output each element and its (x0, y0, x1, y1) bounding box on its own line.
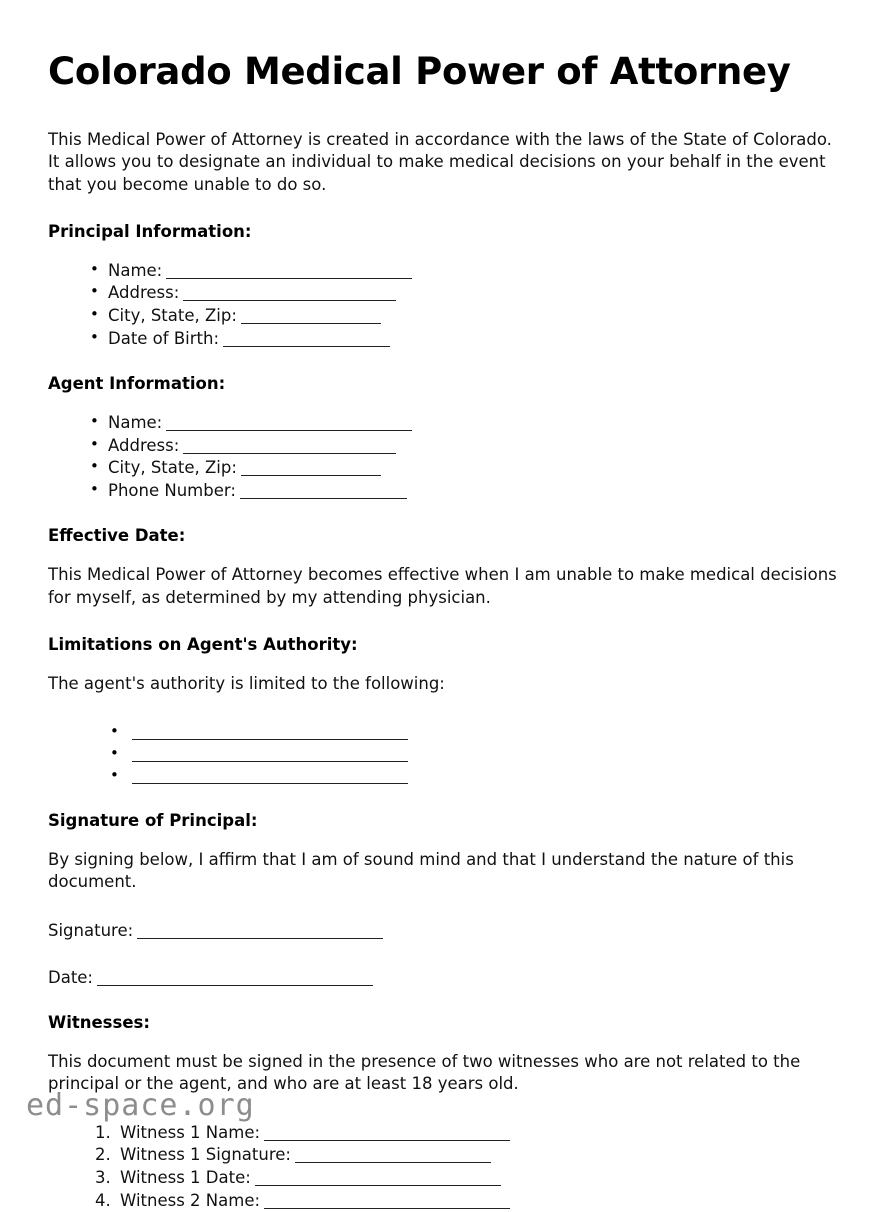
witness-list-item (116, 1167, 844, 1190)
limitation-fill-line[interactable] (132, 770, 408, 784)
agent-field-item (90, 412, 844, 435)
principal-field-item (90, 305, 844, 328)
signature-of-principal-heading: Signature of Principal: (48, 811, 258, 831)
principal-field-fill-line[interactable] (223, 333, 390, 347)
witness-list-item (116, 1144, 844, 1167)
witness-fill-line[interactable] (264, 1127, 510, 1141)
agent-field-fill-line[interactable] (166, 417, 412, 431)
effective-date-body: This Medical Power of Attorney becomes effective when I am unable to make medical decisions for myself, as determined by my attending physician. (48, 565, 837, 607)
witness-item-label: Witness 1 Signature: (120, 1145, 291, 1165)
page-title: Colorado Medical Power of Attorney (48, 50, 791, 93)
witnesses-heading: Witnesses: (48, 1013, 150, 1033)
agent-field-label: Phone Number: (108, 480, 236, 500)
witness-list-item (116, 1190, 844, 1212)
signature-fill-line[interactable] (137, 925, 383, 939)
agent-field-fill-line[interactable] (241, 462, 381, 476)
intro-paragraph: This Medical Power of Attorney is created in accordance with the laws of the State of Colorado. It allows you to designate an individual to make medical decisions on your behalf in the event that you become unable to do so. (48, 129, 832, 194)
agent-field-label: Address: (108, 435, 180, 455)
date-field-row (48, 967, 844, 990)
principal-field-fill-line[interactable] (166, 265, 412, 279)
signature-field-row (48, 920, 844, 943)
principal-field-item (90, 282, 844, 305)
document-content (48, 52, 844, 1212)
signature-body: By signing below, I affirm that I am of sound mind and that I understand the nature of this document. (48, 850, 794, 892)
principal-field-label: Date of Birth: (108, 328, 220, 348)
limitations-heading: Limitations on Agent's Authority: (48, 635, 358, 655)
date-field-label: Date: (48, 967, 93, 987)
witness-item-label: Witness 1 Date: (120, 1167, 251, 1187)
limitation-blank-item (110, 721, 844, 743)
agent-field-item (90, 435, 844, 458)
agent-field-label: City, State, Zip: (108, 458, 237, 478)
agent-field-item (90, 480, 844, 503)
principal-field-label: Name: (108, 260, 163, 280)
limitation-blank-item (110, 765, 844, 787)
witness-list (48, 1122, 844, 1212)
witnesses-body: This document must be signed in the presence of two witnesses who are not related to the principal or the agent, and who are at least 18 years old. (48, 1051, 801, 1094)
witness-list-item (116, 1122, 844, 1145)
limitation-fill-line[interactable] (132, 748, 408, 762)
principal-information-list (48, 260, 844, 350)
principal-field-item (90, 260, 844, 283)
limitations-blank-list (48, 721, 844, 787)
agent-field-item (90, 457, 844, 480)
agent-information-heading: Agent Information: (48, 374, 226, 394)
principal-field-item (90, 328, 844, 351)
signature-field-label: Signature: (48, 920, 134, 940)
witness-item-label: Witness 2 Name: (120, 1190, 261, 1210)
effective-date-heading: Effective Date: (48, 526, 186, 546)
limitations-body: The agent's authority is limited to the following: (48, 673, 445, 693)
principal-information-heading: Principal Information: (48, 222, 252, 241)
agent-field-label: Name: (108, 412, 163, 432)
date-fill-line[interactable] (97, 972, 373, 986)
limitation-blank-item (110, 743, 844, 765)
agent-field-fill-line[interactable] (183, 440, 396, 454)
witness-fill-line[interactable] (295, 1149, 491, 1163)
limitation-fill-line[interactable] (132, 726, 408, 740)
principal-field-label: City, State, Zip: (108, 305, 237, 325)
witness-item-label: Witness 1 Name: (120, 1122, 261, 1142)
agent-field-fill-line[interactable] (240, 485, 407, 499)
principal-field-fill-line[interactable] (241, 310, 381, 324)
agent-information-list (48, 412, 844, 502)
witness-fill-line[interactable] (264, 1195, 510, 1209)
principal-field-fill-line[interactable] (183, 287, 396, 301)
witness-fill-line[interactable] (255, 1172, 501, 1186)
principal-field-label: Address: (108, 283, 180, 303)
watermark: ed-space.org (26, 1088, 255, 1123)
